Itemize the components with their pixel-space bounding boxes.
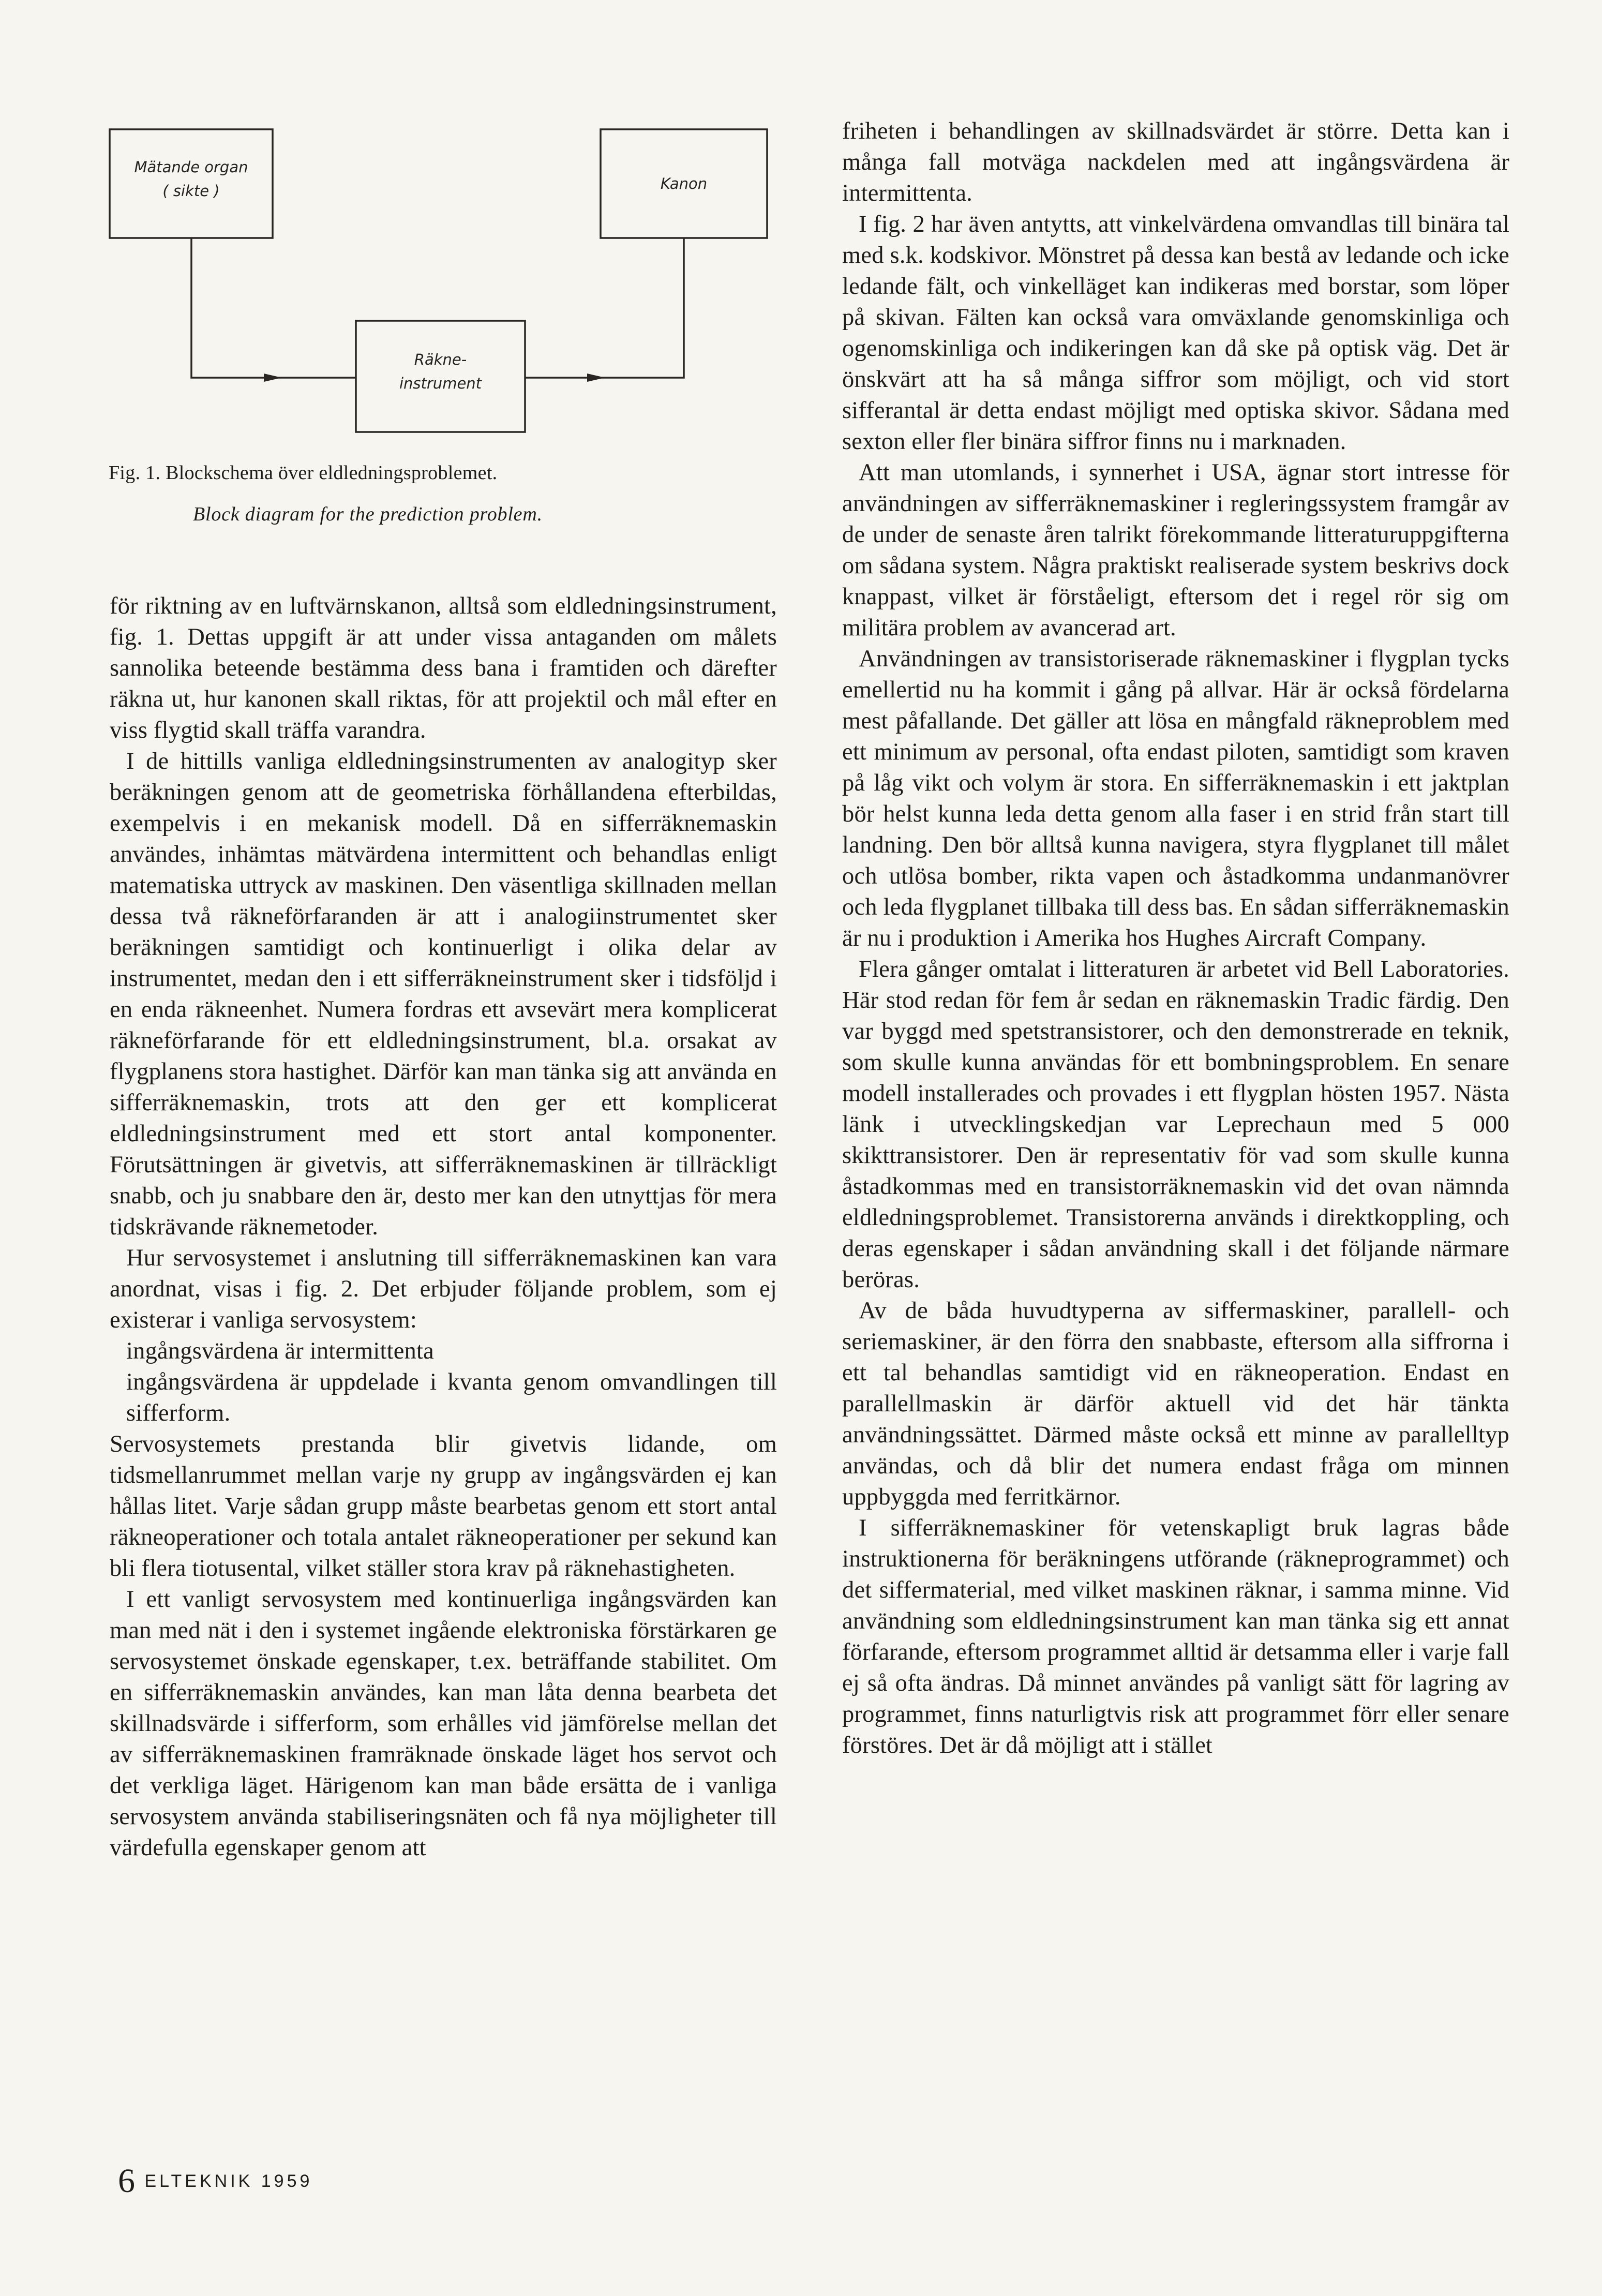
paragraph: ingångsvärdena är intermittenta [126,1338,434,1364]
computer-label-line1: Räkne- [414,351,467,368]
paragraph: Att man utomlands, i synnerhet i USA, ägnar stort intresse för användningen av sifferräknemaskiner i regleringssystem framgår av de under de senaste åren talrikt förekommande litteraturuppgifterna om sådana system. Några praktiskt realiserade system beskrivs dock knappast, vilket är förståeligt, eftersom det i regel rör sig om militära problem av avancerad art. [842,459,1509,641]
paragraph: för riktning av en luftvärnskanon, alltså som eldledningsinstrument, fig. 1. Dettas uppgift är att under vissa antaganden om målets sannolika beteende bestämma dess bana i framtiden och därefter räkna ut, hur kanonen skall riktas, för att projektil och mål efter en viss flygtid skall träffa varandra. [110,593,777,743]
paragraph: Flera gånger omtalat i litteraturen är arbetet vid Bell Laboratories. Här stod redan för fem år sedan en räknemaskin Tradic färdig. Den var byggd med spetstransistorer, och den demonstrerade en teknik, som skulle kunna användas för ett bombningsproblem. En senare modell installerades och provades i ett flygplan hösten 1957. Nästa länk i utvecklingskedjan var Leprechaun med 5 000 skikttransistorer. Den är representativ för vad som skulle kunna åstadkommas med en transistorräknemaskin vid det ovan nämnda eldledningsproblemet. Transistorerna används i direktkoppling, och deras egenskaper i sådan användning skall i det följande närmare beröras. [842,956,1509,1293]
computer-label [356,348,525,396]
measuring-organ-label-line2: ( sikte ) [162,182,220,200]
computer-label-line2: instrument [399,375,482,393]
arrowhead-right-icon [587,374,605,382]
paragraph: Av de båda huvudtyperna av siffermaskiner, parallell- och seriemaskiner, är den förra den snabbaste, eftersom alla siffrorna i ett tal behandlas samtidigt vid en räkneoperation. Endast en parallellmaskin är därför aktuell vid det här tänkta användningssättet. Därmed måste också ett minne av parallelltyp användas, och då blir det numera endast fråga om minnen uppbyggda med ferritkärnor. [842,1298,1509,1510]
magazine-name: ELTEKNIK 1959 [144,2171,313,2191]
paragraph: friheten i behandlingen av skillnadsvärdet är större. Detta kan i många fall motväga nackdelen med att ingångsvärdena är intermittenta. [842,118,1509,206]
paragraph: I ett vanligt servosystem med kontinuerliga ingångsvärden kan man med nät i den i systemet ingående elektroniska förstärkaren ge servosystemet önskade egenskaper, t.ex. beträffande stabilitet. Om en sifferräknemaskin användes, kan man låta denna bearbeta det skillnadsvärde i sifferform, som erhålles vid jämförelse mellan det av sifferräknemaskinen framräknade önskade läget hos servot och det verkliga läget. Härigenom kan man både ersätta de i vanliga servosystem använda stabiliseringsnäten och få nya möjligheter till värdefulla egenskaper genom att [110,1586,777,1861]
cannon-label: Kanon [660,175,708,192]
line-computer-to-cannon [525,238,684,378]
block-diagram [103,124,791,486]
measuring-organ-label-line1: Mätande organ [134,158,248,176]
page-number: 6 [118,2162,135,2200]
figure-caption-english: Block diagram for the prediction problem. [193,503,543,525]
page-footer [118,2161,312,2201]
paragraph: I de hittills vanliga eldledningsinstrumenten av analogityp sker beräkningen genom att de geometriska förhållandena efterbildas, exempelvis i en mekanisk modell. Då en sifferräknemaskin användes, inhämtas mätvärdena intermittent och behandlas enligt matematiska uttryck av maskinen. Den väsentliga skillnaden mellan dessa två räkneförfaranden är att i analogiinstrumentet sker beräkningen samtidigt och kontinuerligt i olika delar av instrumentet, medan den i ett sifferräkneinstrument sker i tidsföljd i en enda räkneenhet. Numera fordras ett avsevärt mera komplicerat räkneförfarande för ett eldledningsinstrument, bl.a. orsakat av flygplanens stora hastighet. Därför kan man tänka sig att använda en sifferräknemaskin, trots att den ger ett komplicerat eldledningsinstrument med ett stort antal komponenter. Förutsättningen är givetvis, att sifferräknemaskinen är tillräckligt snabb, och ju snabbare den är, desto mer kan den utnyttjas för mera tidskrävande räknemetoder. [110,748,777,1240]
paragraph: Hur servosystemet i anslutning till sifferräknemaskinen kan vara anordnat, visas i fig. 2. Det erbjuder följande problem, som ej existerar i vanliga servosystem: [110,1245,777,1333]
paragraph: I fig. 2 har även antytts, att vinkelvärdena omvandlas till binära tal med s.k. kodskivor. Mönstret på dessa kan bestå av ledande och icke ledande fält, och vinkelläget kan indikeras med borstar, som löper på skivan. Fälten kan också vara omväxlande genomskinliga och ogenomskinliga och indikeringen kan då ske på optisk väg. Det är önskvärt att ha så många siffror som möjligt, och vid stort sifferantal är detta endast möjligt med optiska skivor. Sådana med sexton eller fler binära siffror finns nu i marknaden. [842,211,1509,455]
paragraph: I sifferräknemaskiner för vetenskapligt bruk lagras både instruktionerna för beräkningens utförande (räkneprogrammet) och det siffermaterial, med vilket maskinen räknar, i samma minne. Vid användning som eldledningsinstrument kan man tänka sig ett annat förfarande, eftersom programmet alltid är detsamma eller i varje fall ej så ofta ändras. Då minnet användes på vanligt sätt för lagring av programmet, finns naturligtvis risk att programmet förr eller senare förstöres. Det är då möjligt att i stället [842,1515,1509,1758]
right-text-column [842,116,1509,1761]
measuring-organ-label [110,155,273,203]
arrowhead-left-icon [264,374,282,382]
paragraph: Användningen av transistoriserade räknemaskiner i flygplan tycks emellertid nu ha kommit i gång på allvar. Här är också fördelarna mest påfallande. Det gäller att lösa en mångfald räkneproblem med ett minimum av personal, ofta endast piloten, samtidigt som kraven på låg vikt och volym är stora. En sifferräknemaskin i ett jaktplan bör helst kunna leda detta genom alla faser i en strid från start till landning. Den bör alltså kunna navigera, styra flygplanet till målet och utlösa bomber, rikta vapen och åstadkomma undanmanövrer och leda flygplanet tillbaka till dess bas. En sådan sifferräknemaskin är nu i produktion i Amerika hos Hughes Aircraft Company. [842,646,1509,951]
left-text-column [110,591,777,1863]
figure-caption-swedish: Fig. 1. Blockschema över eldledningsproblemet. [109,462,498,484]
line-measuring-to-computer [191,238,356,378]
paragraph: Servosystemets prestanda blir givetvis lidande, om tidsmellanrummet mellan varje ny grupp av ingångsvärden ej kan hållas litet. Varje sådan grupp måste bearbetas genom ett stort antal räkneoperationer och totala antalet räkneoperationer per sekund kan bli flera tiotusental, vilket ställer stora krav på räknehastigheten. [110,1431,777,1582]
paragraph: ingångsvärdena är uppdelade i kvanta genom omvandlingen till sifferform. [126,1369,777,1426]
